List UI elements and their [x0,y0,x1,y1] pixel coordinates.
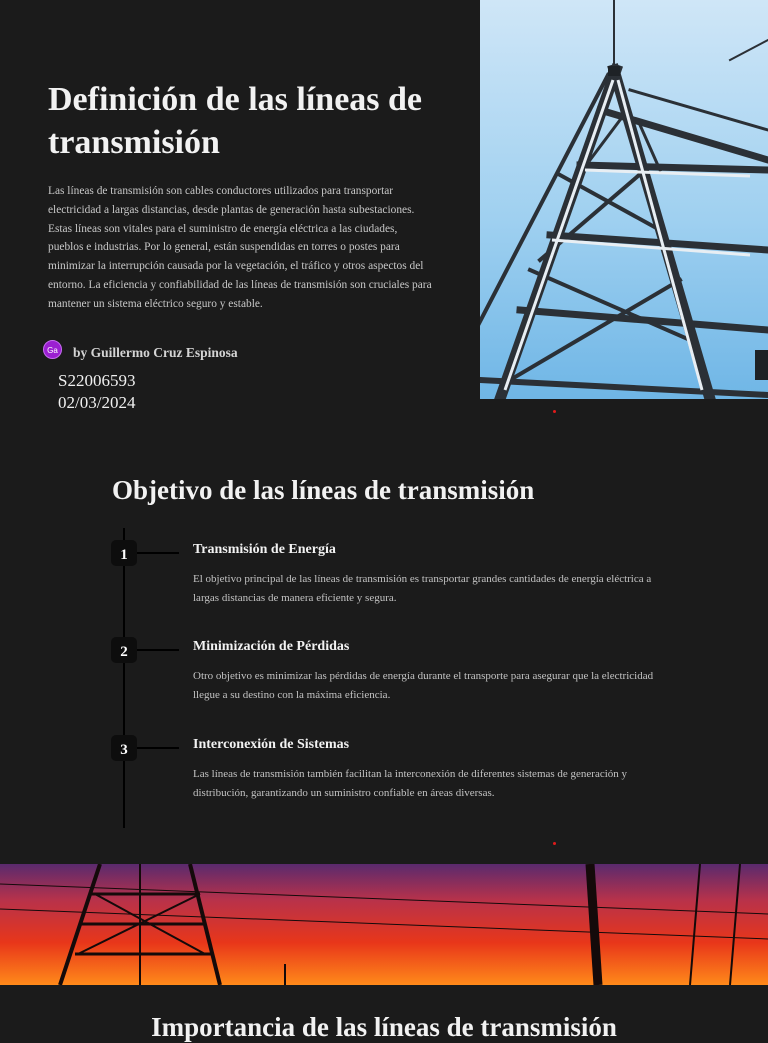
step-description: El objetivo principal de las líneas de transmisión es transportar grandes cantidades de energía eléctrica a largas distancias de manera eficiente y segura. [193,573,652,604]
author-name: by Guillermo Cruz Espinosa [73,345,238,360]
step-connector [137,747,179,749]
step-connector [137,649,179,651]
intro-paragraph: Las líneas de transmisión son cables conductores utilizados para transportar electricidad a largas distancias, desde plantas de generación hasta subestaciones. Estas líneas son vitales para el suministro de energía eléctrica a las ciudades, pueblos e industrias. Por lo general, están suspendidas en torres o postes para minimizar la interrupción causada por la vegetación, el tráfico y otros aspectos del entorno. La eficiencia y confiabilidad de las líneas de transmisión son cruciales para mantener un sistema eléctrico seguro y estable. [48,185,432,310]
step-number: 2 [111,637,137,663]
slide-definition [0,0,768,430]
presentation-date: 02/03/2024 [58,393,136,412]
timeline-step [111,637,671,717]
slide-title: Definición de las líneas de transmisión [48,81,423,161]
accent-dot [553,842,556,845]
author-avatar: Ga [43,340,62,359]
step-connector [137,552,179,554]
sunset-pylons-image [0,864,768,985]
student-id: S22006593 [58,371,136,390]
step-number: 3 [111,735,137,761]
step-description: Otro objetivo es minimizar las pérdidas de energía durante el transporte para asegurar que la electricidad llegue a su destino con la máxima eficiencia. [193,670,654,701]
step-description: Las líneas de transmisión también facilitan la interconexión de diferentes sistemas de generación y distribución, garantizando un suministro confiable en áreas diversas. [193,768,628,799]
timeline-step [111,540,671,620]
transmission-tower-image [480,0,768,399]
section-title: Objetivo de las líneas de transmisión [112,475,535,505]
step-number: 1 [111,540,137,566]
transmission-tower-photo [480,0,768,399]
timeline-step [111,735,671,815]
step-title: Transmisión de Energía [193,542,336,557]
next-section-title: Importancia de las líneas de transmisión [151,1012,617,1042]
step-title: Minimización de Pérdidas [193,639,350,654]
sunset-pylons-photo [0,864,768,985]
accent-dot [553,410,556,413]
step-title: Interconexión de Sistemas [193,737,350,752]
